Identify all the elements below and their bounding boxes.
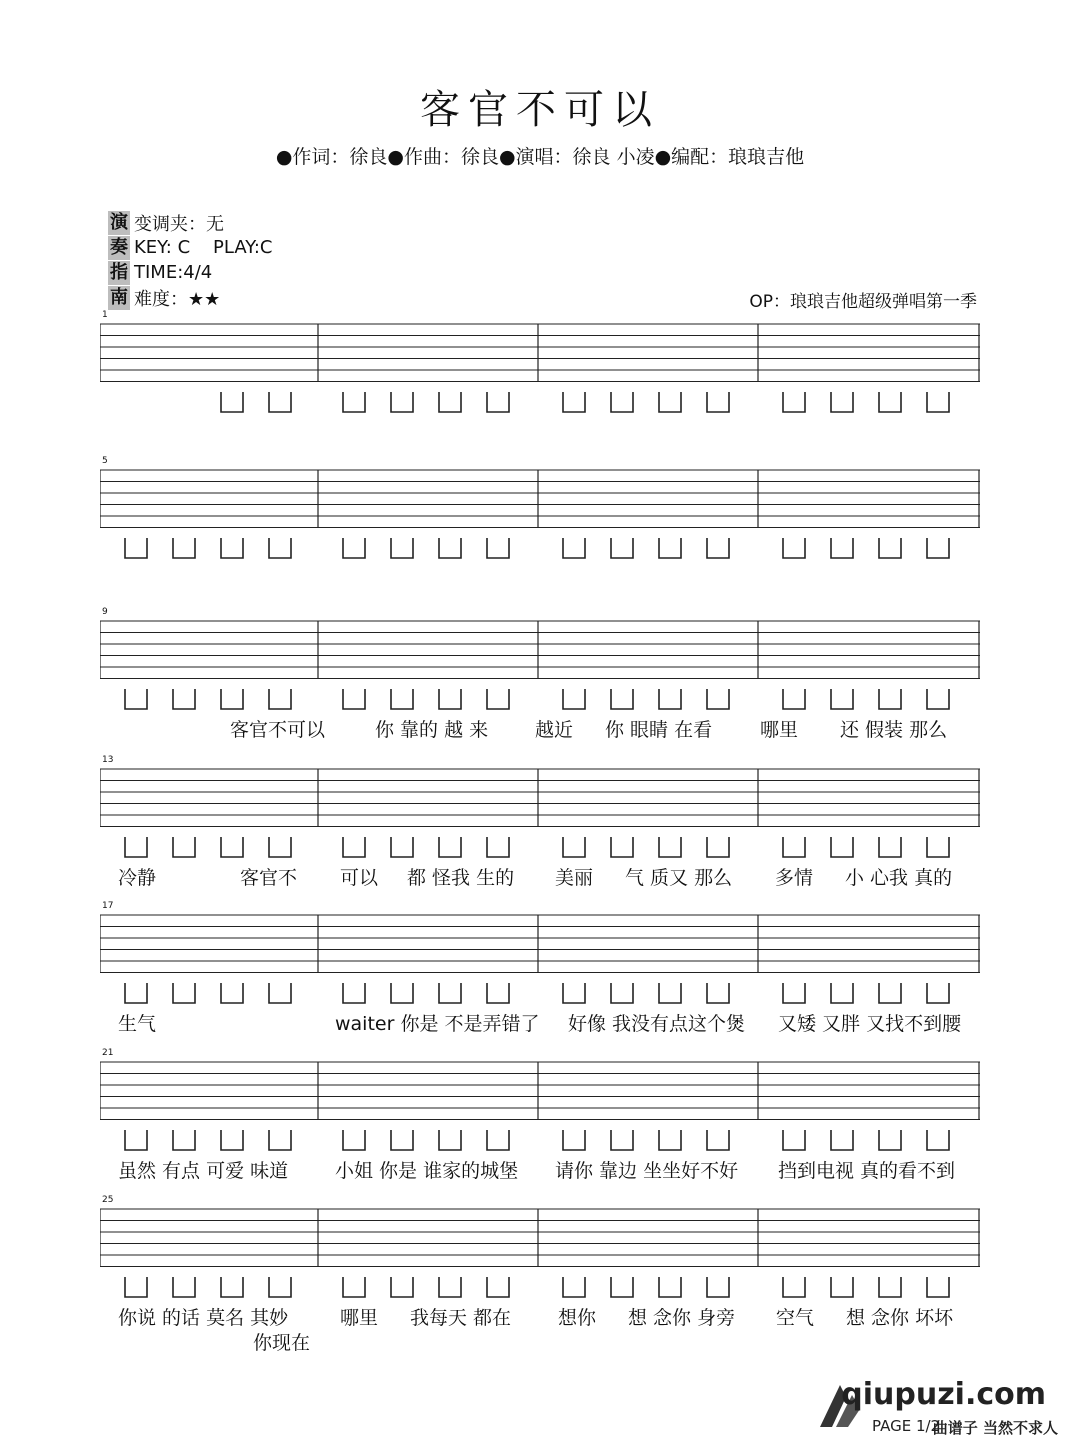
lyric-text: 请你 靠边 坐坐好不好 — [555, 1160, 739, 1182]
tab-system — [100, 310, 980, 440]
rhythm-beam — [391, 1277, 413, 1297]
guide-row — [108, 285, 272, 310]
rhythm-beam — [125, 983, 147, 1003]
page-title: 客官不可以 — [420, 87, 660, 133]
rhythm-beam — [439, 983, 461, 1003]
rhythm-beam — [611, 392, 633, 412]
rhythm-beam — [707, 1277, 729, 1297]
rhythm-beam — [487, 689, 509, 709]
measure-number: 5 — [102, 456, 108, 466]
lyric-text: 你说 的话 莫名 其妙 — [118, 1307, 289, 1329]
rhythm-beam — [391, 392, 413, 412]
lyric-text: 哪里 — [760, 719, 799, 741]
rhythm-beam — [783, 538, 805, 558]
rhythm-beam — [125, 1277, 147, 1297]
rhythm-beam — [927, 1277, 949, 1297]
rhythm-beam — [487, 538, 509, 558]
rhythm-beam — [927, 983, 949, 1003]
rhythm-beam — [343, 983, 365, 1003]
key-info: KEY: C PLAY:C — [134, 237, 273, 258]
time-info: TIME:4/4 — [134, 262, 213, 283]
rhythm-beam — [125, 689, 147, 709]
rhythm-beam — [173, 689, 195, 709]
rhythm-beam — [783, 689, 805, 709]
rhythm-beam — [269, 1130, 291, 1150]
rhythm-beam — [707, 1130, 729, 1150]
tab-staff — [100, 1205, 980, 1315]
rhythm-beam — [659, 689, 681, 709]
rhythm-beam — [269, 983, 291, 1003]
rhythm-beam — [439, 1130, 461, 1150]
tab-staff — [100, 765, 980, 875]
rhythm-beam — [879, 538, 901, 558]
rhythm-beam — [831, 1130, 853, 1150]
guide-char: 演 — [110, 211, 128, 233]
difficulty-info: 难度：★★ — [134, 288, 221, 310]
rhythm-beam — [879, 392, 901, 412]
lyric-text: 你 眼睛 在看 — [605, 719, 713, 741]
measure-number: 1 — [102, 310, 108, 320]
rhythm-beam — [173, 983, 195, 1003]
lyric-text: 虽然 有点 可爱 味道 — [118, 1160, 289, 1182]
lyric-text: 小 心我 真的 — [845, 867, 953, 889]
rhythm-beam — [563, 538, 585, 558]
rhythm-beam — [173, 538, 195, 558]
rhythm-beam — [783, 1130, 805, 1150]
rhythm-beam — [879, 1277, 901, 1297]
lyric-text: 可以 — [340, 867, 379, 889]
rhythm-beam — [927, 689, 949, 709]
rhythm-beam — [563, 392, 585, 412]
lyric-text: 都 怪我 生的 — [407, 867, 515, 889]
rhythm-beam — [269, 538, 291, 558]
rhythm-beam — [659, 983, 681, 1003]
rhythm-beam — [927, 1130, 949, 1150]
rhythm-beam — [439, 689, 461, 709]
lyrics-line — [100, 1009, 980, 1039]
lyric-text: 美丽 — [555, 867, 594, 889]
rhythm-beam — [125, 538, 147, 558]
rhythm-beam — [221, 837, 243, 857]
rhythm-beam — [563, 1277, 585, 1297]
tab-system — [100, 755, 980, 889]
rhythm-beam — [269, 689, 291, 709]
rhythm-beam — [125, 837, 147, 857]
rhythm-beam — [927, 392, 949, 412]
lyric-text: 想 念你 身旁 — [628, 1307, 736, 1329]
performance-guide — [108, 210, 272, 310]
lyric-text: 我每天 都在 — [410, 1307, 512, 1329]
rhythm-beam — [487, 392, 509, 412]
rhythm-beam — [831, 392, 853, 412]
rhythm-beam — [611, 689, 633, 709]
rhythm-beam — [831, 538, 853, 558]
rhythm-beam — [783, 392, 805, 412]
lyric-text: 你 靠的 越 来 — [375, 719, 489, 741]
rhythm-beam — [611, 1130, 633, 1150]
rhythm-beam — [343, 1130, 365, 1150]
rhythm-beam — [831, 983, 853, 1003]
rhythm-beam — [343, 538, 365, 558]
lyrics-line — [100, 1156, 980, 1186]
rhythm-beam — [563, 689, 585, 709]
credits-line: ●作词：徐良●作曲：徐良●演唱：徐良 小凌●编配：琅琅吉他 — [275, 146, 805, 168]
rhythm-beam — [927, 837, 949, 857]
rhythm-beam — [343, 392, 365, 412]
rhythm-beam — [611, 837, 633, 857]
lyric-text: 生气 — [118, 1013, 157, 1035]
rhythm-beam — [391, 983, 413, 1003]
tab-staff — [100, 1058, 980, 1168]
lyric-extra: 你现在 — [253, 1332, 311, 1354]
rhythm-beam — [221, 1130, 243, 1150]
rhythm-beam — [611, 983, 633, 1003]
rhythm-beam — [563, 1130, 585, 1150]
rhythm-beam — [879, 837, 901, 857]
lyric-text: 又矮 又胖 又找不到腰 — [778, 1013, 962, 1035]
rhythm-beam — [831, 689, 853, 709]
rhythm-beam — [343, 689, 365, 709]
rhythm-beam — [269, 392, 291, 412]
page-number: PAGE 1/2 — [872, 1417, 941, 1435]
measure-number: 9 — [102, 607, 108, 617]
rhythm-beam — [611, 1277, 633, 1297]
guide-char: 南 — [110, 286, 128, 308]
lyric-text: 挡到电视 真的看不到 — [778, 1160, 956, 1182]
rhythm-beam — [783, 983, 805, 1003]
tab-staff — [100, 320, 980, 430]
rhythm-beam — [783, 837, 805, 857]
op-label: OP：琅琅吉他超级弹唱第一季 — [749, 292, 977, 312]
rhythm-beam — [707, 983, 729, 1003]
tab-system — [100, 901, 980, 1035]
lyric-text: 气 质又 那么 — [625, 867, 733, 889]
guide-row — [108, 235, 272, 260]
rhythm-beam — [831, 837, 853, 857]
guide-char: 指 — [110, 261, 128, 283]
lyric-text: waiter 你是 不是弄错了 — [335, 1013, 540, 1035]
rhythm-beam — [221, 1277, 243, 1297]
rhythm-beam — [487, 1130, 509, 1150]
rhythm-beam — [659, 392, 681, 412]
lyric-text: 哪里 — [340, 1307, 379, 1329]
tab-staff — [100, 617, 980, 727]
measure-number: 13 — [102, 755, 114, 765]
rhythm-beam — [879, 983, 901, 1003]
lyric-text: 冷静 — [118, 867, 157, 889]
rhythm-beam — [707, 689, 729, 709]
rhythm-beam — [125, 1130, 147, 1150]
tab-staff — [100, 911, 980, 1021]
rhythm-beam — [391, 1130, 413, 1150]
lyrics-line — [100, 715, 980, 745]
rhythm-beam — [563, 983, 585, 1003]
lyrics-line — [100, 863, 980, 893]
guide-row — [108, 260, 272, 285]
rhythm-beam — [487, 983, 509, 1003]
rhythm-beam — [563, 837, 585, 857]
capo-info: 变调夹：无 — [134, 213, 224, 235]
rhythm-beam — [831, 1277, 853, 1297]
lyric-text: 想 念你 坏坏 — [846, 1307, 954, 1329]
watermark — [812, 1373, 1062, 1443]
measure-number: 25 — [102, 1195, 114, 1205]
rhythm-beam — [707, 392, 729, 412]
lyric-text: 多情 — [775, 867, 814, 889]
rhythm-beam — [221, 983, 243, 1003]
rhythm-beam — [391, 689, 413, 709]
rhythm-beam — [173, 837, 195, 857]
rhythm-beam — [487, 1277, 509, 1297]
rhythm-beam — [879, 1130, 901, 1150]
rhythm-beam — [611, 538, 633, 558]
rhythm-beam — [173, 1130, 195, 1150]
rhythm-beam — [391, 538, 413, 558]
lyric-text: 想你 — [558, 1307, 597, 1329]
tab-system — [100, 1195, 980, 1329]
tab-staff — [100, 466, 980, 576]
measure-number: 17 — [102, 901, 114, 911]
rhythm-beam — [343, 837, 365, 857]
rhythm-beam — [439, 1277, 461, 1297]
lyric-text: 客官不 — [240, 867, 298, 889]
rhythm-beam — [173, 1277, 195, 1297]
tab-system — [100, 1048, 980, 1182]
tab-system — [100, 456, 980, 586]
lyric-text: 空气 — [776, 1307, 815, 1329]
rhythm-beam — [221, 538, 243, 558]
rhythm-beam — [707, 837, 729, 857]
rhythm-beam — [879, 689, 901, 709]
rhythm-beam — [269, 837, 291, 857]
lyric-text: 客官不可以 — [230, 719, 326, 741]
rhythm-beam — [707, 538, 729, 558]
lyrics-line — [100, 564, 980, 594]
rhythm-beam — [221, 392, 243, 412]
rhythm-beam — [659, 837, 681, 857]
rhythm-beam — [221, 689, 243, 709]
rhythm-beam — [439, 538, 461, 558]
lyrics-line — [100, 418, 980, 448]
lyrics-line — [100, 1303, 980, 1333]
lyric-text: 还 假装 那么 — [840, 719, 948, 741]
rhythm-beam — [487, 837, 509, 857]
rhythm-beam — [783, 1277, 805, 1297]
watermark-site: qiupuzi.com — [841, 1377, 1046, 1412]
rhythm-beam — [659, 538, 681, 558]
lyric-text: 小姐 你是 谁家的城堡 — [335, 1160, 519, 1182]
lyric-text: 好像 我没有点这个煲 — [568, 1013, 746, 1035]
tab-system — [100, 607, 980, 741]
guide-row — [108, 210, 272, 235]
rhythm-beam — [439, 392, 461, 412]
rhythm-beam — [659, 1277, 681, 1297]
rhythm-beam — [927, 538, 949, 558]
watermark-slogan: 曲谱子 当然不求人 — [932, 1419, 1058, 1437]
lyric-text: 越近 — [535, 719, 574, 741]
measure-number: 21 — [102, 1048, 114, 1058]
rhythm-beam — [343, 1277, 365, 1297]
rhythm-beam — [439, 837, 461, 857]
guide-char: 奏 — [110, 236, 128, 258]
rhythm-beam — [391, 837, 413, 857]
rhythm-beam — [269, 1277, 291, 1297]
rhythm-beam — [659, 1130, 681, 1150]
